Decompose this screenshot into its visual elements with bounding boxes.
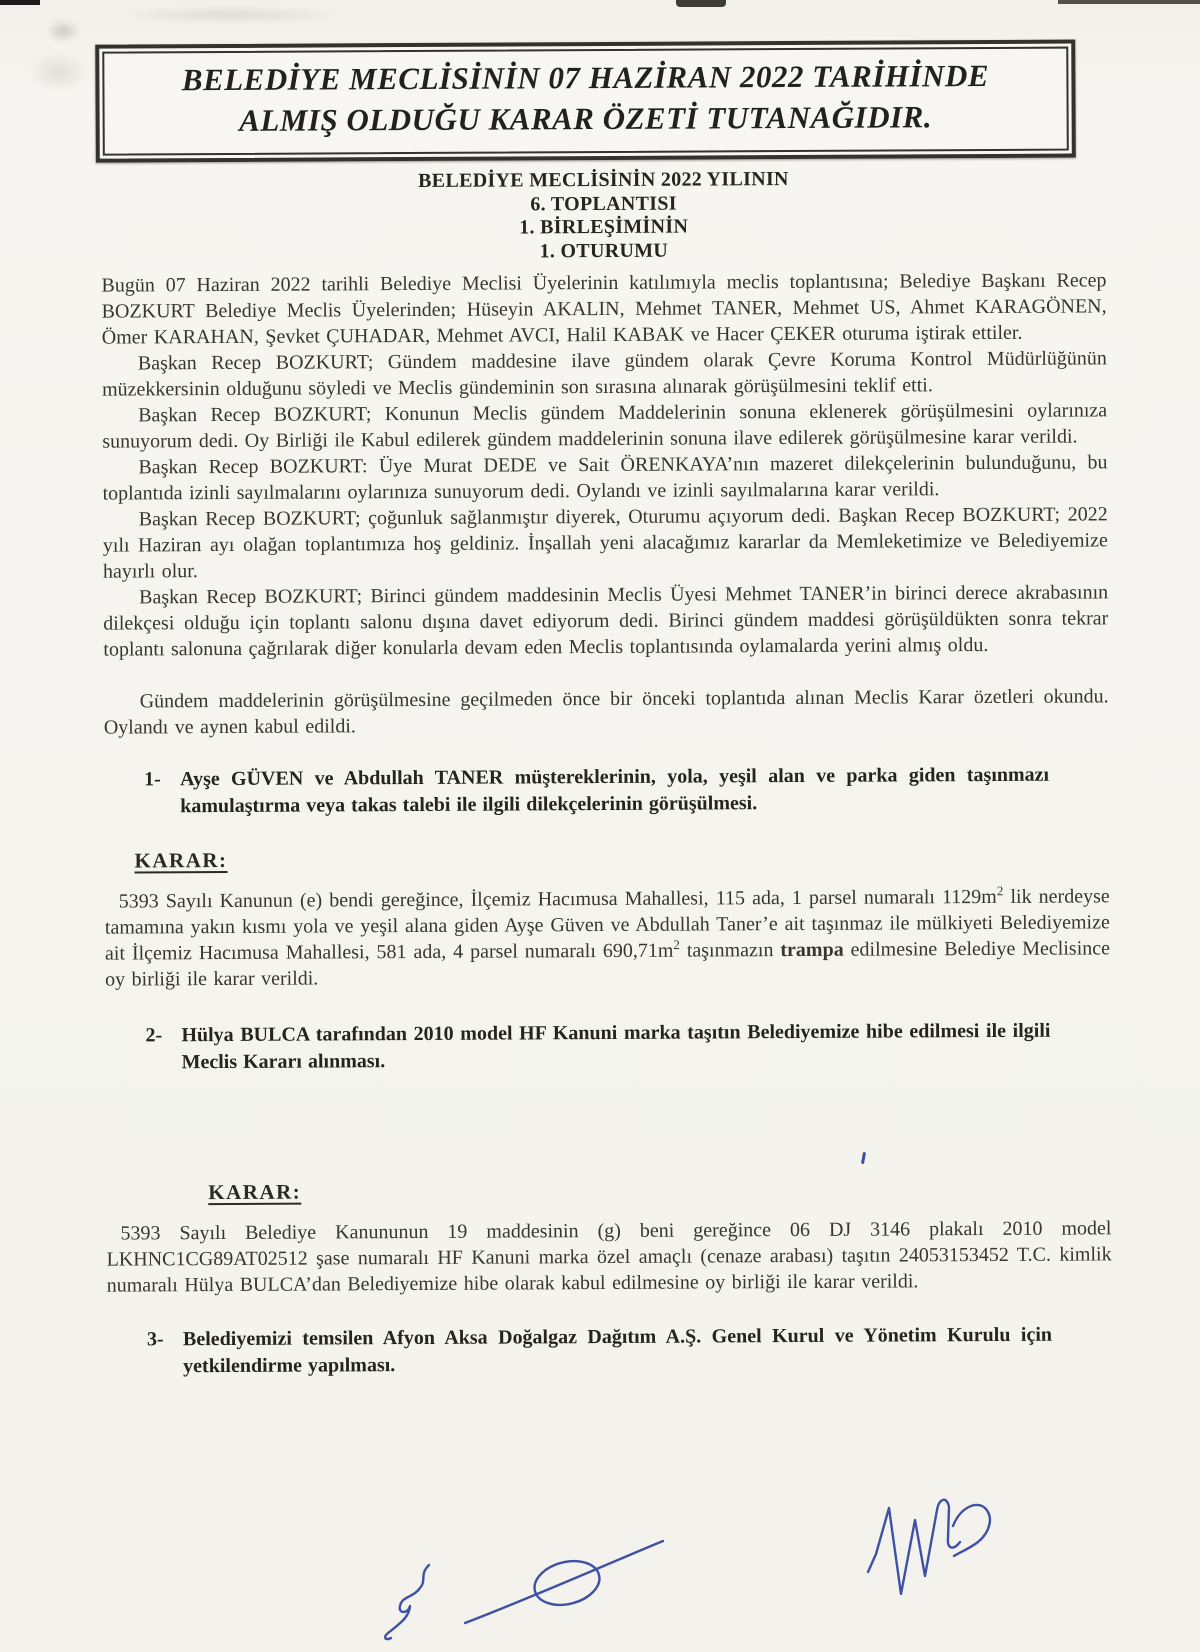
decision-2-heading: KARAR:	[208, 1179, 302, 1205]
document-body	[100, 0, 1112, 1381]
decision-2-text: 5393 Sayılı Belediye Kanununun 19 maddesinin (g) beni gereğince 06 DJ 3146 plakalı 2010 model LKHNC1CG89AT02512 şase numaralı HF Kanuni marka özel amaçlı (cenaze arabası) taşıtın 24053153452 T.C. kimlik numaralı Hülya BULCA’dan Belediyemize hibe olarak kabul edilmesine oy birliği ile karar verildi.	[106, 1217, 1112, 1297]
minutes-paragraph-opening: Başkan Recep BOZKURT; çoğunluk sağlanmıştır diyerek, Oturumu açıyorum dedi. Başkan Recep BOZKURT; 2022 yılı Haziran ayı olağan toplantımıza hoş geldiniz. İnşallah yeni alacağımız kararlar da Memleketimize ve Belediyemize hayırlı olur.	[102, 503, 1108, 583]
handwritten-signature-right	[850, 1480, 1010, 1610]
agenda-item-1-number: 1-	[144, 768, 161, 791]
decision-1-bold-word: trampa	[780, 938, 844, 962]
page-title-line2: ALMIŞ OLDUĞU KARAR ÖZETİ TUTANAĞIDIR.	[239, 99, 933, 138]
minutes-paragraph-relative-recusal: Başkan Recep BOZKURT; Birinci gündem maddesinin Meclis Üyesi Mehmet TANER’in birinci derece akrabasının dilekçesi olduğu için toplantı salonu dışına davet ediyorum dedi. Birinci gündem maddesi görüşüldükten sonra tekrar toplantı salonuna çağrılarak diğer konularla devam eden Meclis toplantısında oylamalarda yerini almış oldu.	[103, 581, 1109, 661]
decision-1-superscript-1: 2	[996, 883, 1004, 899]
agenda-item-2-text: Hülya BULCA tarafından 2010 model HF Kanuni marka taşıtın Belediyemize hibe edilmesi ile ilgili Meclis Kararı alınması.	[181, 1019, 1051, 1074]
decision-1-seg1: 5393 Sayılı Kanunun (e) bendi gereğince, İlçemiz Hacımusa Mahallesi, 115 ada, 1 parsel numaralı 1129m	[118, 885, 997, 913]
meeting-sitting-line: 1. OTURUMU	[539, 239, 669, 262]
minutes-paragraph-excused-members: Başkan Recep BOZKURT: Üye Murat DEDE ve Sait ÖRENKAYA’nın mazeret dilekçelerinin bulunduğunu, bu toplantıda izinli sayılmalarını oylarınıza sunuyorum dedi. Oylandı ve izinli sayılmalarına karar verildi.	[102, 451, 1108, 505]
decision-1-heading: KARAR:	[134, 847, 228, 873]
title-box	[95, 40, 1076, 163]
decision-1-seg2: lik nerdeyse tamamına yakın kısmı yola ve yeşil alana giden Ayşe Güven ve Abdullah Taner’e ait taşınmaz ile mülkiyeti Belediyemize ait İlçemiz Hacımusa Mahallesi, 581 ada, 4 parsel numaralı 690,71m	[104, 885, 1110, 965]
minutes-paragraph-previous-summary: Gündem maddelerinin görüşülmesine geçilmeden önce bir önceki toplantıda alınan Meclis Karar özetleri okundu. Oylandı ve aynen kabul edildi.	[103, 685, 1109, 739]
minutes-paragraph-vote-addition: Başkan Recep BOZKURT; Konunun Meclis gündem Maddelerinin sonuna eklenerek görüşülmesini oylarınıza sunuyorum dedi. Oy Birliği ile Kabul edilerek gündem maddelerinin sonuna ilave edilerek görüşülmesine karar verildi.	[102, 399, 1108, 453]
meeting-assembly-line: 1. BİRLEŞİMİNİN	[519, 215, 689, 239]
minutes-paragraph-agenda-addition: Başkan Recep BOZKURT; Gündem maddesine ilave gündem olarak Çevre Koruma Kontrol Müdürlüğünün müzekkersinin olduğunu söyledi ve Meclis gündeminin son sırasına alınarak görüşülmesini teklif etti.	[101, 347, 1107, 401]
agenda-item-2	[105, 1017, 1110, 1076]
agenda-item-1-text: Ayşe GÜVEN ve Abdullah TANER müştereklerinin, yola, yeşil alan ve parka giden taşınmazı kamulaştırma veya takas talebi ile ilgili dilekçelerinin görüşülmesi.	[180, 763, 1050, 818]
decision-1-superscript-2: 2	[673, 936, 680, 952]
decision-1-seg4: edilmesine Belediye Meclisince oy birliği ile karar verildi.	[105, 937, 1111, 991]
handwritten-signature-left	[375, 1555, 450, 1645]
handwritten-signature-middle	[455, 1525, 675, 1630]
pencil-smudge	[46, 20, 80, 42]
page-title-line1: BELEDİYE MECLİSİNİN 07 HAZİRAN 2022 TARİHİNDE	[181, 57, 990, 98]
scan-edge-artifact	[0, 0, 40, 5]
meeting-heading	[101, 166, 1106, 265]
agenda-item-3-text: Belediyemizi temsilen Afyon Aksa Doğalgaz Dağıtım A.Ş. Genel Kurul ve Yönetim Kurulu için yetkilendirme yapılması.	[182, 1323, 1053, 1378]
agenda-item-1	[104, 761, 1109, 820]
agenda-item-3-number: 3-	[146, 1328, 164, 1351]
minutes-paragraph-attendance: Bugün 07 Haziran 2022 tarihli Belediye Meclisi Üyelerinin katılımıyla meclis toplantısına; Belediye Başkanı Recep BOZKURT Belediye Meclis Üyelerinden; Hüseyin AKALIN, Mehmet TANER, Mehmet US, Ahmet KARAGÖNEN, Ömer KARAHAN, Şevket ÇUHADAR, Mehmet AVCI, Halil KABAK ve Hacer ÇEKER oturuma iştirak ettiler.	[101, 269, 1107, 349]
scan-smudge	[28, 52, 88, 92]
meeting-session-line: 6. TOPLANTISI	[530, 192, 677, 215]
title-box-inner	[102, 47, 1069, 156]
agenda-item-2-number: 2-	[145, 1024, 163, 1047]
decision-1-seg3: taşınmazın	[679, 939, 781, 962]
agenda-item-3	[107, 1321, 1112, 1380]
decision-1-text	[105, 883, 1111, 992]
meeting-year-line: BELEDİYE MECLİSİNİN 2022 YILININ	[418, 168, 789, 192]
